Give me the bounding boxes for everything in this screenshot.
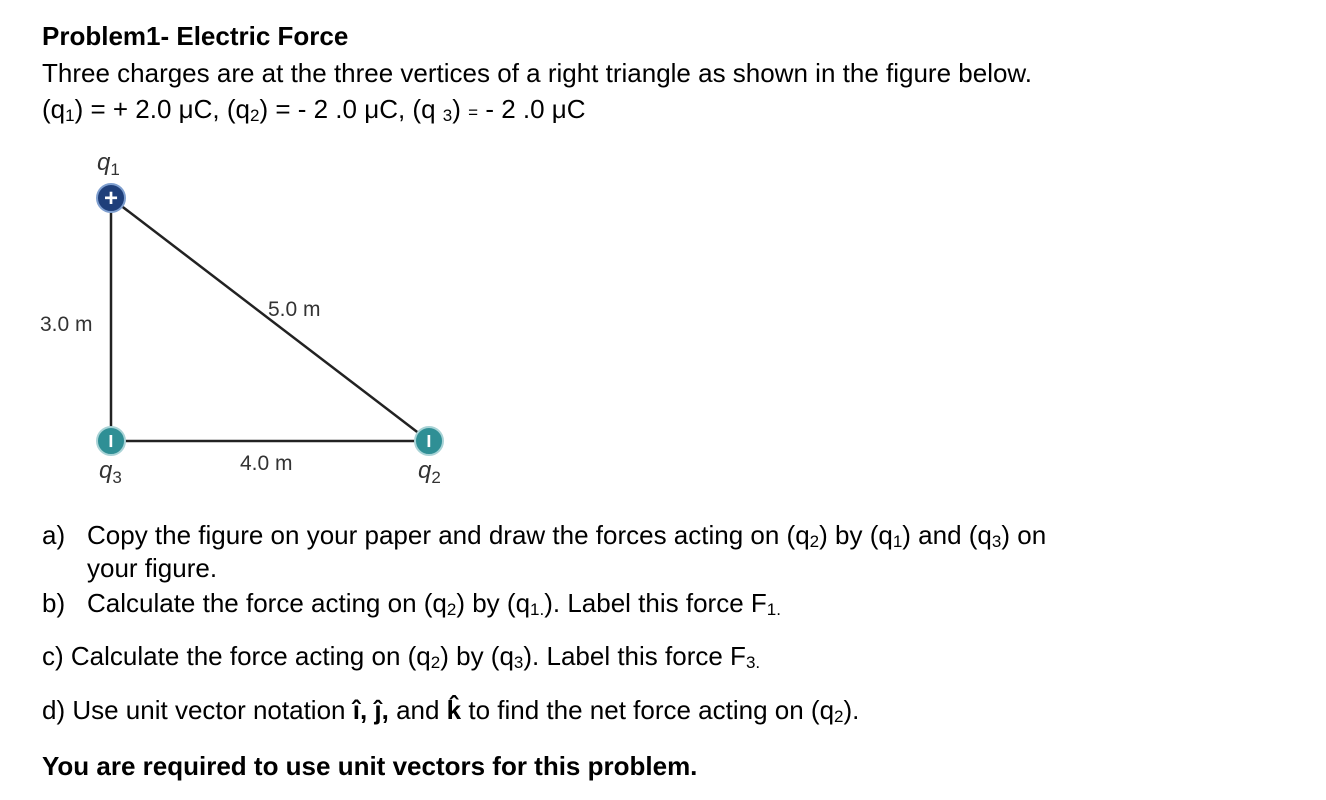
question-a-continued: your figure. — [87, 553, 218, 583]
charge-q3 — [97, 427, 125, 455]
problem-title: Problem1- Electric Force — [42, 21, 349, 51]
charge-values: (q1) = + 2.0 μC, (q2) = - 2 .0 μC, (q 3) = - 2 .0 μC — [42, 94, 586, 125]
label-q1: $q_1$ — [97, 149, 120, 179]
problem-intro: Three charges are at the three vertices of a right triangle as shown in the figure below. — [42, 58, 1032, 88]
label-horizontal-side: 4.0 m — [240, 452, 293, 475]
question-d: d) Use unit vector notation î, ĵ, and k̂ to find the net force acting on (q2). — [42, 695, 860, 726]
label-vertical-side: 3.0 m — [40, 313, 93, 336]
plus-sign: + — [103, 185, 119, 212]
label-hypotenuse: 5.0 m — [268, 298, 321, 321]
charge-q1 — [97, 184, 125, 212]
unit-vectors-ij: î, ĵ, — [352, 695, 389, 725]
minus-sign: − — [97, 433, 124, 449]
label-q3: $q_3$ — [99, 457, 122, 487]
requirement-note: You are required to use unit vectors for this problem. — [42, 751, 698, 781]
minus-sign: − — [415, 433, 442, 449]
triangle-figure — [0, 140, 520, 500]
unit-vector-k: k̂ — [446, 695, 462, 725]
charge-q2 — [415, 427, 443, 455]
label-q2: $q_2$ — [418, 457, 441, 487]
question-c: c) Calculate the force acting on (q2) by (q3). Label this force F3. — [42, 641, 761, 672]
